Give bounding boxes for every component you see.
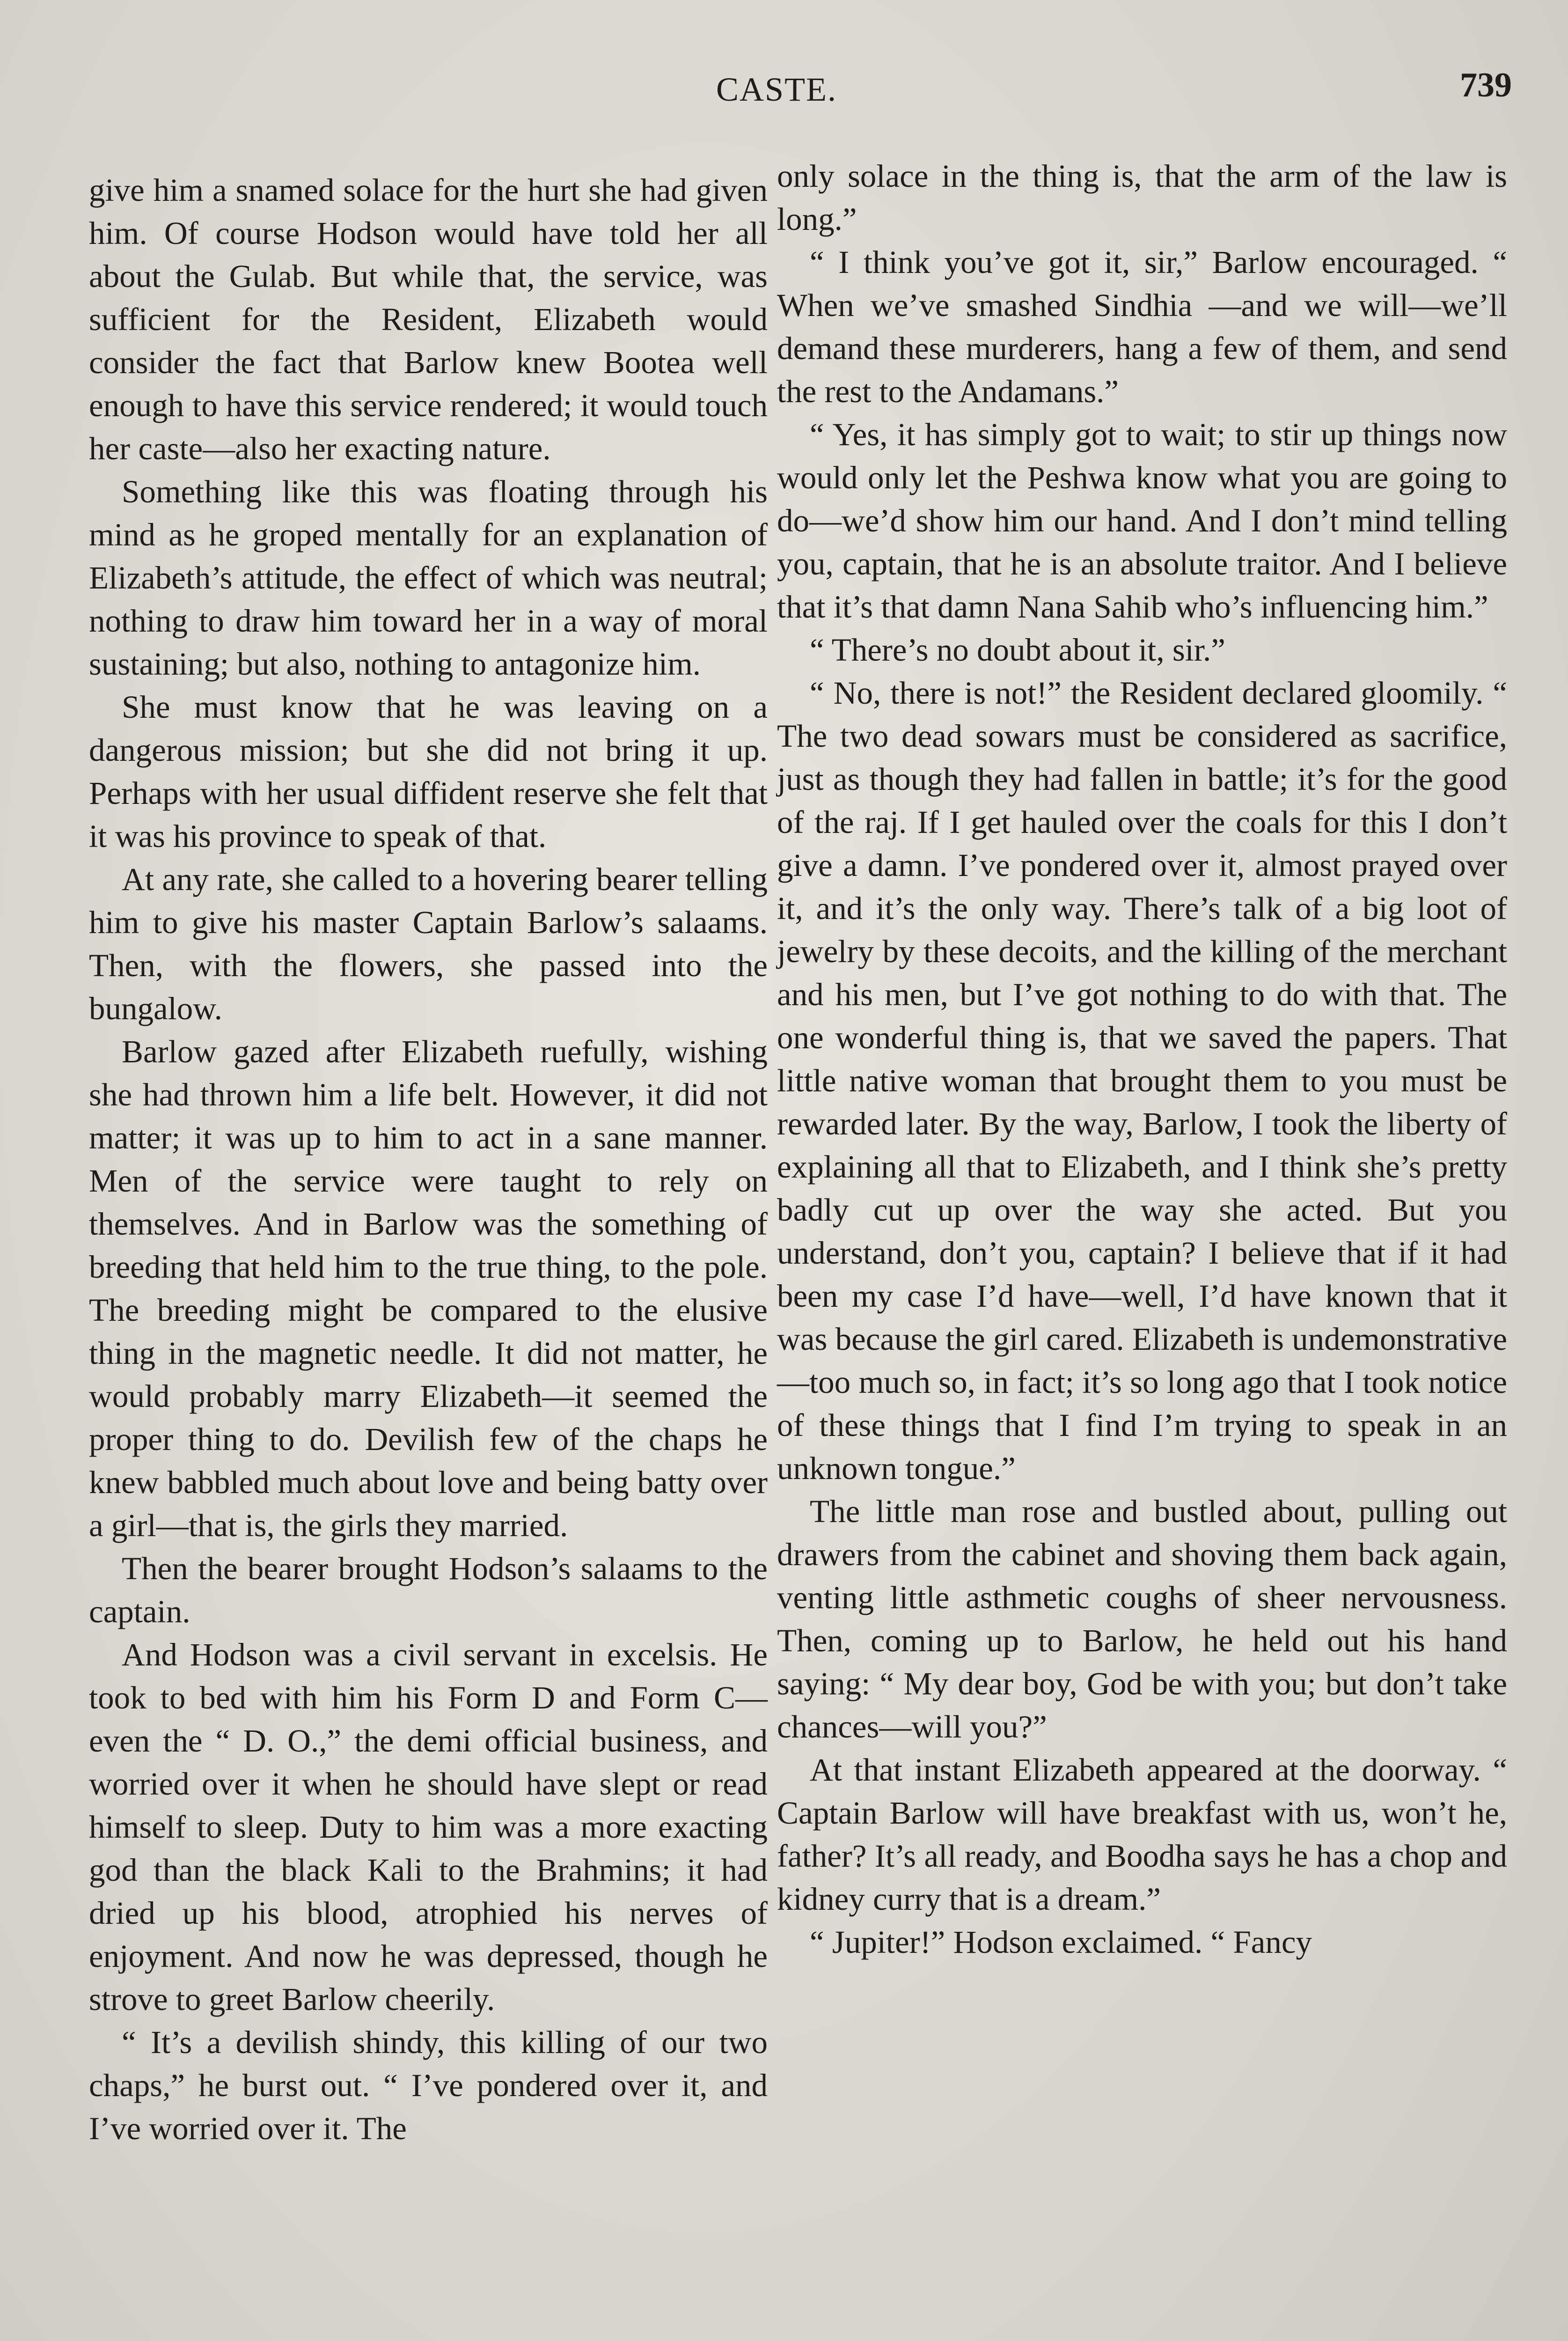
paragraph: Barlow gazed after Elizabeth ruefully, wishing she had thrown him a life belt. However, it did not matter; it was up to him to act in a sane manner. Men of the service were taught to rely on themselves. And in Barlow was the something of breeding that held him to the true thing, to the pole. The breeding might be compared to the elusive thing in the magnetic needle. It did not matter, he would probably marry Elizabeth—it seemed the proper thing to do. Devilish few of the chaps he knew babbled much about love and being batty over a girl—that is, the girls they married. (89, 1034, 768, 1543)
paragraph: “ Yes, it has simply got to wait; to stir up things now would only let the Peshwa know what you are going to do—we’d show him our hand. And I don’t mind telling you, captain, that he is an absolute traitor. And I believe that it’s that damn Nana Sahib who’s influencing him.” (777, 417, 1507, 625)
right-column (777, 155, 1507, 1964)
paragraph: “ Jupiter!” Hodson exclaimed. “ Fancy (810, 1924, 1312, 1960)
paragraph: only solace in the thing is, that the arm of the law is long.” (777, 158, 1507, 237)
paragraph: “ I think you’ve got it, sir,” Barlow encouraged. “ When we’ve smashed Sindhia —and we will—we’ll demand these murderers, hang a few of them, and send the rest to the Andamans.” (777, 244, 1507, 409)
running-head: CASTE. (716, 71, 837, 108)
paragraph: give him a snamed solace for the hurt she had given him. Of course Hodson would have told her all about the Gulab. But while that, the service, was sufficient for the Resident, Elizabeth would consider the fact that Barlow knew Bootea well enough to have this service rendered; it would touch her caste—also her exacting nature. (89, 172, 768, 466)
paragraph: “ There’s no doubt about it, sir.” (810, 632, 1225, 668)
paragraph: “ It’s a devilish shindy, this killing of our two chaps,” he burst out. “ I’ve pondered over it, and I’ve worried over it. The (89, 2024, 768, 2146)
paragraph: She must know that he was leaving on a dangerous mission; but she did not bring it up. Perhaps with her usual diffident reserve she felt that it was his province to speak of that. (89, 689, 768, 854)
paragraph: Then the bearer brought Hodson’s salaams to the captain. (89, 1551, 768, 1629)
paragraph: The little man rose and bustled about, pulling out drawers from the cabinet and shoving them back again, venting little asthmetic coughs of sheer nervousness. Then, coming up to Barlow, he held out his hand saying: “ My dear boy, God be with you; but don’t take chances—will you?” (777, 1494, 1507, 1745)
left-column (89, 169, 768, 2150)
page-number: 739 (1460, 66, 1512, 104)
paragraph: Something like this was floating through his mind as he groped mentally for an explanation of Elizabeth’s attitude, the effect of which was neutral; nothing to draw him toward her in a way of moral sustaining; but also, nothing to antagonize him. (89, 474, 768, 682)
paragraph: And Hodson was a civil servant in excelsis. He took to bed with him his Form D and Form C—even the “ D. O.,” the demi official business, and worried over it when he should have slept or read himself to sleep. Duty to him was a more exacting god than the black Kali to the Brahmins; it had dried up his blood, atrophied his nerves of enjoyment. And now he was depressed, though he strove to greet Barlow cheerily. (89, 1637, 768, 2017)
paragraph: “ No, there is not!” the Resident declared gloomily. “ The two dead sowars must be considered as sacrifice, just as though they had fallen in battle; it’s for the good of the raj. If I get hauled over the coals for this I don’t give a damn. I’ve pondered over it, almost prayed over it, and it’s the only way. There’s talk of a big loot of jewelry by these decoits, and the killing of the merchant and his men, but I’ve got nothing to do with that. The one wonderful thing is, that we saved the papers. That little native woman that brought them to you must be rewarded later. By the way, Barlow, I took the liberty of explaining all that to Elizabeth, and I think she’s pretty badly cut up over the way she acted. But you understand, don’t you, captain? I believe that if it had been my case I’d have—well, I’d have known that it was because the girl cared. Elizabeth is undemonstrative—too much so, in fact; it’s so long ago that I took notice of these things that I find I’m trying to speak in an unknown tongue.” (777, 675, 1507, 1486)
paragraph: At any rate, she called to a hovering bearer telling him to give his master Captain Barlow’s salaams. Then, with the flowers, she passed into the bungalow. (89, 861, 768, 1026)
paragraph: At that instant Elizabeth appeared at the doorway. “ Captain Barlow will have breakfast with us, won’t he, father? It’s all ready, and Boodha says he has a chop and kidney curry that is a dream.” (777, 1752, 1507, 1917)
